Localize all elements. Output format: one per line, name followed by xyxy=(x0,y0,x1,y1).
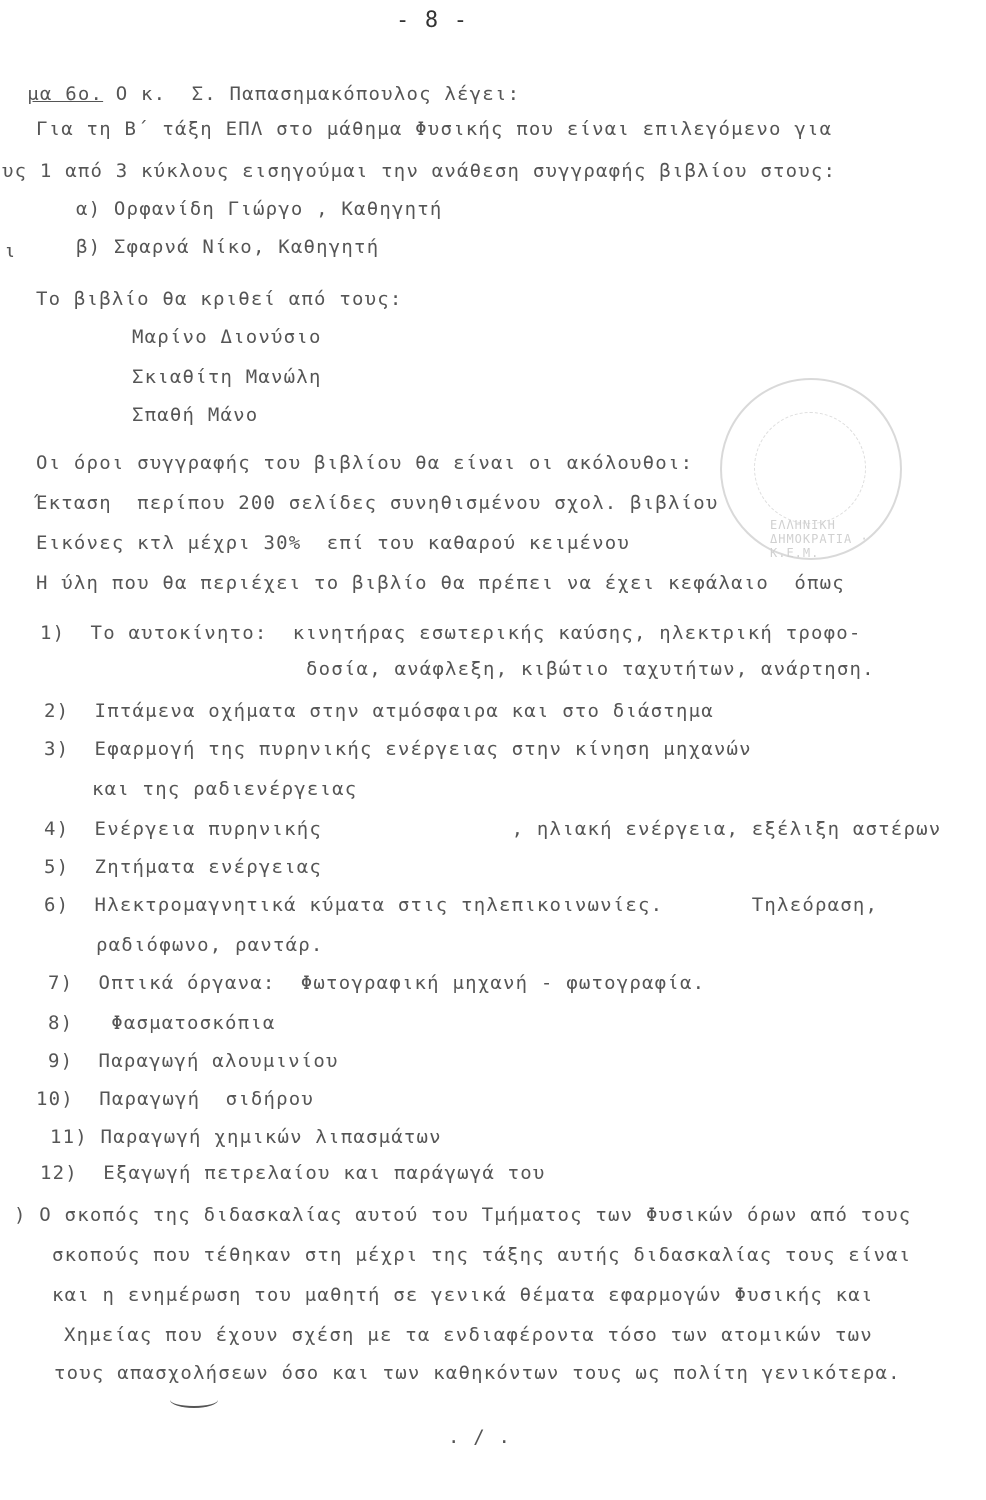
body-line-1: Για τη Β΄ τάξη ΕΠΛ στο μάθημα Φυσικής που είναι επιλεγόμενο για xyxy=(36,118,833,140)
reviewers-intro: Το βιβλίο θα κριθεί από τους: xyxy=(36,288,403,310)
list-item-10: 10) Παραγωγή σιδήρου xyxy=(36,1088,315,1110)
list-item-12: 12) Εξαγωγή πετρελαίου και παράγωγά του xyxy=(40,1162,546,1184)
reviewer-3: Σπαθή Μάνο xyxy=(132,404,259,426)
term-images: Εικόνες κτλ μέχρι 30% επί του καθαρού κειμένου xyxy=(36,532,631,554)
terms-intro: Οι όροι συγγραφής του βιβλίου θα είναι οι ακόλουθοι: xyxy=(36,452,694,474)
reviewer-2: Σκιαθίτη Μανώλη xyxy=(132,366,322,388)
list-item-6: 6) Ηλεκτρομαγνητικά κύματα στις τηλεπικοινωνίες. Τηλεόραση, xyxy=(44,894,879,916)
author-a: α) Ορφανίδη Γιώργο , Καθηγητή xyxy=(76,198,443,220)
purpose-line-5: τους απασχολήσεων όσο και των καθηκόντων τους ως πολίτη γενικότερα. xyxy=(54,1362,901,1384)
list-item-6-cont: ραδιόφωνο, ραντάρ. xyxy=(96,934,324,956)
list-item-1: 1) Το αυτοκίνητο: κινητήρας εσωτερικής καύσης, ηλεκτρική τροφο- xyxy=(40,622,862,644)
purpose-line-2: σκοπούς που τέθηκαν στη μέχρι της τάξης αυτής διδασκαλίας τους είναι xyxy=(52,1244,912,1266)
list-item-5: 5) Ζητήματα ενέργειας xyxy=(44,856,323,878)
list-item-7: 7) Οπτικά όργανα: Φωτογραφική μηχανή - φωτογραφία. xyxy=(48,972,706,994)
official-stamp xyxy=(720,378,902,560)
list-item-8: 8) Φασματοσκόπια xyxy=(48,1012,276,1034)
stamp-text: ΕΛΛΗΝΙΚΗ ΔΗΜΟΚΡΑΤΙΑ · Κ.Ε.Μ. xyxy=(770,518,869,560)
list-item-9: 9) Παραγωγή αλουμινίου xyxy=(48,1050,339,1072)
list-item-2: 2) Ιπτάμενα οχήματα στην ατμόσφαιρα και στο διάστημα xyxy=(44,700,714,722)
list-item-4: 4) Ενέργεια πυρηνικής , ηλιακή ενέργεια, εξέλιξη αστέρων xyxy=(44,818,942,840)
author-b: β) Σφαρνά Νίκο, Καθηγητή xyxy=(76,236,380,258)
list-item-1-cont: δοσία, ανάφλεξη, κιβώτιο ταχυτήτων, ανάρτηση. xyxy=(306,658,875,680)
body-line-2: υς 1 από 3 κύκλους εισηγούμαι την ανάθεση συγγραφής βιβλίου στους: xyxy=(2,160,837,182)
section-heading xyxy=(2,66,520,104)
page-number: - 8 - xyxy=(396,8,469,33)
reviewer-1: Μαρίνο Διονύσιο xyxy=(132,326,322,348)
list-item-3-cont: και της ραδιενέργειας xyxy=(92,778,358,800)
section-heading-text: Ο κ. Σ. Παπασημακόπουλος λέγει: xyxy=(103,83,521,105)
purpose-line-1: ) Ο σκοπός της διδασκαλίας αυτού του Τμήματος των Φυσικών όρων από τους xyxy=(14,1204,912,1226)
handwritten-correction-mark xyxy=(170,1392,218,1408)
purpose-line-4: Χημείας που έχουν σχέση με τα ενδιαφέροντα τόσο των ατομικών των xyxy=(64,1324,873,1346)
term-content: Η ύλη που θα περιέχει το βιβλίο θα πρέπει να έχει κεφάλαιο όπως xyxy=(36,572,845,594)
list-item-3: 3) Εφαρμογή της πυρηνικής ενέργειας στην κίνηση μηχανών xyxy=(44,738,752,760)
continuation-mark: . / . xyxy=(448,1426,512,1448)
section-label: μα 6ο. xyxy=(27,83,104,105)
margin-mark: ι xyxy=(4,240,17,262)
list-item-11: 11) Παραγωγή χημικών λιπασμάτων xyxy=(50,1126,442,1148)
stamp-inner-ring xyxy=(754,412,866,524)
term-length: Έκταση περίπου 200 σελίδες συνηθισμένου σχολ. βιβλίου xyxy=(36,492,719,514)
purpose-line-3: και η ενημέρωση του μαθητή σε γενικά θέματα εφαρμογών Φυσικής και xyxy=(52,1284,874,1306)
